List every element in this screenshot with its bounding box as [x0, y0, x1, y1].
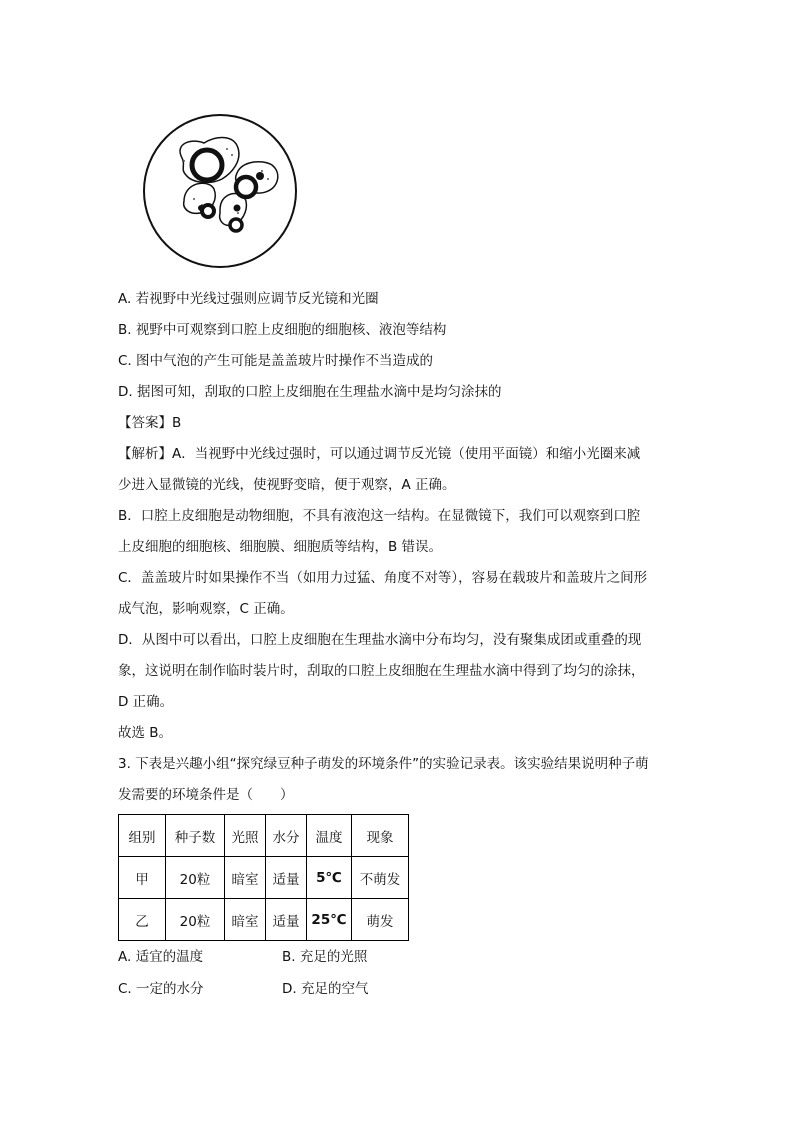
q2-analysis-line: 象，这说明在制作临时装片时，刮取的口腔上皮细胞在生理盐水滴中得到了均匀的涂抹， [118, 663, 645, 679]
q2-option-b: B. 视野中可观察到口腔上皮细胞的细胞核、液泡等结构 [118, 322, 447, 338]
q2-analysis-line: 【解析】A．当视野中光线过强时，可以通过调节反光镜（使用平面镜）和缩小光圈来减 [118, 446, 641, 462]
table-header: 温度 [307, 815, 352, 857]
table-header: 光照 [225, 815, 266, 857]
q2-conclusion: 故选 B。 [118, 725, 173, 741]
q3-stem: 3. 下表是兴趣小组“探究绿豆种子萌发的环境条件”的实验记录表。该实验结果说明种子萌 [118, 756, 649, 772]
table-header-row [119, 815, 409, 857]
q3-stem-cont: 发需要的环境条件是（ ） [118, 787, 294, 803]
table-header: 现象 [352, 815, 409, 857]
q3-option-b: B. 充足的光照 [282, 949, 368, 965]
table-cell: 暗室 [225, 899, 266, 941]
table-cell: 甲 [119, 857, 166, 899]
q2-analysis-line: D．从图中可以看出，口腔上皮细胞在生理盐水滴中分布均匀，没有聚集成团或重叠的现 [118, 632, 642, 648]
q2-option-d: D. 据图可知，刮取的口腔上皮细胞在生理盐水滴中是均匀涂抹的 [118, 384, 502, 400]
table-cell: 适量 [266, 899, 307, 941]
q3-option-d: D. 充足的空气 [282, 981, 369, 997]
table-header: 种子数 [166, 815, 225, 857]
table-row [119, 899, 409, 941]
q2-answer: 【答案】B [118, 415, 182, 431]
table-cell: 乙 [119, 899, 166, 941]
q2-analysis-line: 少进入显微镜的光线，使视野变暗，便于观察，A 正确。 [118, 477, 456, 493]
table-header: 组别 [119, 815, 166, 857]
table-row [119, 857, 409, 899]
table-cell: 5℃ [307, 857, 352, 899]
q2-analysis-line: C．盖盖玻片时如果操作不当（如用力过猛、角度不对等），容易在载玻片和盖玻片之间形 [118, 570, 648, 586]
q2-analysis-line: 成气泡，影响观察，C 正确。 [118, 601, 294, 617]
q2-option-c: C. 图中气泡的产生可能是盖盖玻片时操作不当造成的 [118, 353, 434, 369]
q3-option-a: A. 适宜的温度 [118, 949, 204, 965]
table-cell: 适量 [266, 857, 307, 899]
table-cell: 暗室 [225, 857, 266, 899]
table-cell: 不萌发 [352, 857, 409, 899]
q2-option-a: A. 若视野中光线过强则应调节反光镜和光圈 [118, 291, 379, 307]
q2-analysis-line: B．口腔上皮细胞是动物细胞，不具有液泡这一结构。在显微镜下，我们可以观察到口腔 [118, 508, 641, 524]
q3-option-c: C. 一定的水分 [118, 981, 204, 997]
experiment-table [118, 814, 409, 941]
q2-analysis-line: 上皮细胞的细胞核、细胞膜、细胞质等结构，B 错误。 [118, 539, 443, 555]
table-cell: 20粒 [166, 899, 225, 941]
table-cell: 25℃ [307, 899, 352, 941]
q2-analysis-line: D 正确。 [118, 694, 174, 710]
table-header: 水分 [266, 815, 307, 857]
microscope-field-figure [142, 113, 298, 269]
table-cell: 萌发 [352, 899, 409, 941]
table-cell: 20粒 [166, 857, 225, 899]
